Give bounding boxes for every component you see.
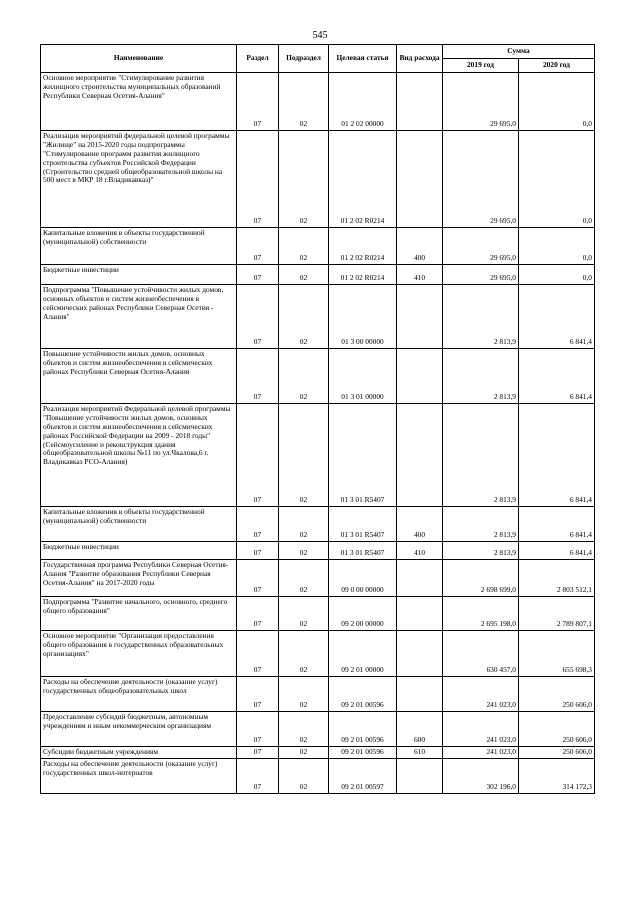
cell-section: 07	[237, 349, 279, 404]
table-row	[41, 265, 595, 285]
header-subsection: Подраздел	[279, 45, 329, 73]
cell-y2020: 0,0	[519, 131, 595, 228]
table-row	[41, 542, 595, 560]
cell-name: Расходы на обеспечение деятельности (оказание услуг) государственных общеобразовательных школ	[41, 677, 237, 712]
header-name: Наименование	[41, 45, 237, 73]
cell-type	[397, 349, 443, 404]
cell-y2019: 2 813,9	[443, 542, 519, 560]
cell-section: 07	[237, 73, 279, 131]
cell-y2019: 2 813,9	[443, 285, 519, 349]
cell-subsection: 02	[279, 265, 329, 285]
cell-subsection: 02	[279, 349, 329, 404]
cell-y2019: 302 196,0	[443, 759, 519, 794]
cell-type	[397, 759, 443, 794]
cell-target: 01 2 02 00000	[329, 73, 397, 131]
cell-type	[397, 597, 443, 631]
cell-target: 01 2 02 R0214	[329, 131, 397, 228]
cell-section: 07	[237, 404, 279, 507]
header-2019: 2019 год	[443, 59, 519, 73]
cell-subsection: 02	[279, 560, 329, 597]
cell-section: 07	[237, 560, 279, 597]
cell-subsection: 02	[279, 542, 329, 560]
cell-y2019: 2 695 198,0	[443, 597, 519, 631]
cell-y2020: 2 789 807,1	[519, 597, 595, 631]
cell-target: 01 3 01 R5407	[329, 542, 397, 560]
budget-table	[40, 44, 595, 794]
cell-y2019: 2 813,9	[443, 507, 519, 542]
cell-target: 01 3 00 00000	[329, 285, 397, 349]
cell-subsection: 02	[279, 759, 329, 794]
cell-name: Реализация мероприятий федеральной целевой программы "Жилище" на 2015-2020 годы подпрограммы "Стимулирование программ развития жилищного строительства субъектов Российской Федерации (Строительство средней общеобразовательной школы на 500 мест в МКР 18 г.Владикавказ)"	[41, 131, 237, 228]
cell-section: 07	[237, 747, 279, 759]
cell-y2020: 0,0	[519, 73, 595, 131]
cell-y2019: 29 695,0	[443, 131, 519, 228]
cell-y2020: 250 606,0	[519, 712, 595, 747]
cell-type: 400	[397, 228, 443, 265]
cell-section: 07	[237, 131, 279, 228]
cell-name: Субсидии бюджетным учреждениям	[41, 747, 237, 759]
cell-target: 01 3 01 R5407	[329, 507, 397, 542]
cell-section: 07	[237, 507, 279, 542]
table-row	[41, 73, 595, 131]
cell-subsection: 02	[279, 597, 329, 631]
cell-y2020: 250 606,0	[519, 747, 595, 759]
cell-type	[397, 73, 443, 131]
cell-subsection: 02	[279, 285, 329, 349]
cell-y2020: 6 841,4	[519, 542, 595, 560]
cell-y2019: 241 023,0	[443, 712, 519, 747]
cell-subsection: 02	[279, 677, 329, 712]
cell-name: Подпрограмма "Развитие начального, основного, среднего общего образования"	[41, 597, 237, 631]
cell-name: Основное мероприятие "Стимулирование развития жилищного строительства муниципальных образований Республики Северная Осетия-Алания"	[41, 73, 237, 131]
cell-name: Бюджетные инвестиции	[41, 265, 237, 285]
cell-y2019: 241 023,0	[443, 747, 519, 759]
table-row	[41, 712, 595, 747]
cell-y2019: 2 813,9	[443, 404, 519, 507]
cell-name: Основное мероприятие "Организация предоставления общего образования в государственных образовательных организациях"	[41, 631, 237, 677]
cell-section: 07	[237, 677, 279, 712]
cell-y2019: 29 695,0	[443, 73, 519, 131]
cell-target: 09 0 00 00000	[329, 560, 397, 597]
cell-target: 09 2 01 00597	[329, 759, 397, 794]
cell-target: 09 2 01 00596	[329, 677, 397, 712]
table-row	[41, 747, 595, 759]
table-row	[41, 404, 595, 507]
cell-section: 07	[237, 631, 279, 677]
cell-y2020: 314 172,3	[519, 759, 595, 794]
cell-subsection: 02	[279, 747, 329, 759]
table-row	[41, 677, 595, 712]
cell-subsection: 02	[279, 631, 329, 677]
table-row	[41, 507, 595, 542]
page-number: 545	[312, 30, 328, 41]
cell-subsection: 02	[279, 73, 329, 131]
table-row	[41, 631, 595, 677]
cell-type	[397, 131, 443, 228]
cell-section: 07	[237, 712, 279, 747]
cell-name: Реализация мероприятий Федеральной целевой программы "Повышение устойчивости жилых домов, основных объектов и систем жизнеобеспечения в сейсмических районах Российской Федерации на 2009 - 2018 годы" (Сейсмоусиление и реконструкция здания общеобразовательной школы №11 по ул.Чкалова,6 г. Владикавказ РСО-Алания)	[41, 404, 237, 507]
cell-name: Расходы на обеспечение деятельности (оказание услуг) государственных школ-интернатов	[41, 759, 237, 794]
cell-target: 09 2 01 00596	[329, 712, 397, 747]
cell-target: 09 2 00 00000	[329, 597, 397, 631]
table-row	[41, 131, 595, 228]
header-type: Вид расхода	[397, 45, 443, 73]
cell-target: 01 3 01 R5407	[329, 404, 397, 507]
cell-type	[397, 677, 443, 712]
cell-target: 09 2 01 00596	[329, 747, 397, 759]
cell-type: 410	[397, 542, 443, 560]
cell-y2019: 2 813,9	[443, 349, 519, 404]
cell-target: 01 2 02 R0214	[329, 265, 397, 285]
cell-subsection: 02	[279, 228, 329, 265]
cell-y2020: 6 841,4	[519, 507, 595, 542]
cell-y2020: 655 698,3	[519, 631, 595, 677]
cell-type	[397, 631, 443, 677]
cell-section: 07	[237, 542, 279, 560]
table-row	[41, 560, 595, 597]
cell-name: Капитальные вложения в объекты государственной (муниципальной) собственности	[41, 228, 237, 265]
cell-y2019: 630 457,0	[443, 631, 519, 677]
cell-type: 410	[397, 265, 443, 285]
cell-subsection: 02	[279, 131, 329, 228]
cell-name: Подпрограмма "Повышение устойчивости жилых домов, основных объектов и систем жизнеобеспечения в сейсмических районах Республики Северная Осетия - Алания"	[41, 285, 237, 349]
cell-type: 600	[397, 712, 443, 747]
cell-name: Предоставление субсидий бюджетным, автономным учреждениям и иным некоммерческим организациям	[41, 712, 237, 747]
cell-name: Государственная программа Республики Северная Осетия-Алания "Развитие образования Республики Северная Осетия-Алания" на 2017-2020 годы	[41, 560, 237, 597]
cell-target: 01 2 02 R0214	[329, 228, 397, 265]
cell-y2020: 6 841,4	[519, 285, 595, 349]
table-row	[41, 285, 595, 349]
cell-type: 610	[397, 747, 443, 759]
cell-y2020: 6 841,4	[519, 404, 595, 507]
cell-subsection: 02	[279, 404, 329, 507]
cell-section: 07	[237, 759, 279, 794]
cell-type	[397, 560, 443, 597]
cell-subsection: 02	[279, 712, 329, 747]
header-sum: Сумма	[443, 45, 595, 59]
cell-section: 07	[237, 285, 279, 349]
cell-section: 07	[237, 265, 279, 285]
cell-name: Капитальные вложения в объекты государственной (муниципальной) собственности	[41, 507, 237, 542]
table-row	[41, 349, 595, 404]
cell-subsection: 02	[279, 507, 329, 542]
cell-name: Повышение устойчивости жилых домов, основных объектов и систем жизнеобеспечения в сейсмических районах Республики Северная Осетия-Алания	[41, 349, 237, 404]
cell-type	[397, 285, 443, 349]
cell-name: Бюджетные инвестиции	[41, 542, 237, 560]
cell-type	[397, 404, 443, 507]
cell-y2019: 241 023,0	[443, 677, 519, 712]
header-section: Раздел	[237, 45, 279, 73]
cell-section: 07	[237, 597, 279, 631]
cell-y2020: 2 803 512,1	[519, 560, 595, 597]
cell-y2019: 29 695,0	[443, 228, 519, 265]
cell-type: 400	[397, 507, 443, 542]
cell-target: 09 2 01 00000	[329, 631, 397, 677]
table-row	[41, 759, 595, 794]
cell-y2020: 0,0	[519, 265, 595, 285]
table-row	[41, 597, 595, 631]
cell-y2019: 2 698 699,0	[443, 560, 519, 597]
cell-y2020: 250 606,0	[519, 677, 595, 712]
table-row	[41, 228, 595, 265]
cell-y2020: 6 841,4	[519, 349, 595, 404]
cell-target: 01 3 01 00000	[329, 349, 397, 404]
header-target: Целевая статья	[329, 45, 397, 73]
cell-y2020: 0,0	[519, 228, 595, 265]
cell-y2019: 29 695,0	[443, 265, 519, 285]
header-2020: 2020 год	[519, 59, 595, 73]
cell-section: 07	[237, 228, 279, 265]
